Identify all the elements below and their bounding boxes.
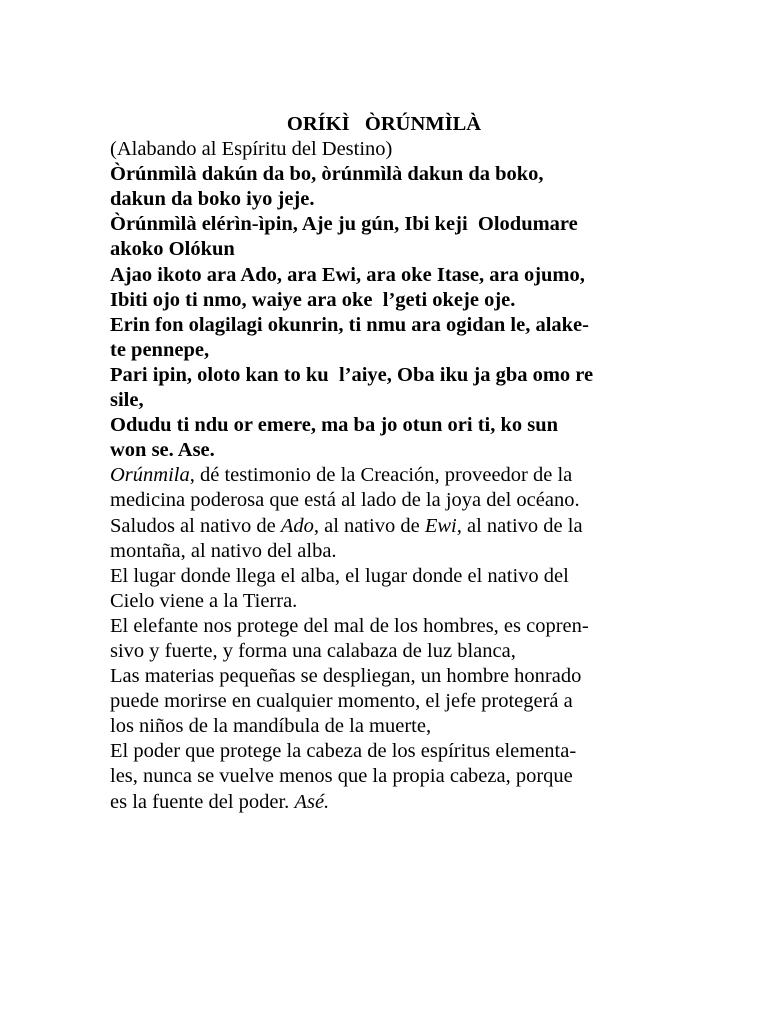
translation-text: Saludos al nativo de — [110, 514, 281, 537]
yoruba-line: Ajao ikoto ara Ado, ara Ewi, ara oke Itase, ara ojumo, — [110, 263, 585, 286]
yoruba-line: won se. Ase. — [110, 439, 215, 462]
yoruba-line: Òrúnmìlà dakún da bo, òrúnmìlà dakun da boko, — [110, 163, 544, 186]
translation-text: es la fuente del poder. — [110, 790, 295, 813]
translation-line — [110, 790, 670, 815]
yoruba-line: akoko Olókun — [110, 238, 235, 261]
yoruba-line: Pari ipin, oloto kan to ku l’aiye, Oba iku ja gba omo re — [110, 363, 594, 386]
translation-line: El elefante nos protege del mal de los hombres, es copren- — [110, 614, 589, 637]
yoruba-prayer — [110, 162, 670, 463]
translation-line: El poder que protege la cabeza de los espíritus elementa- — [110, 740, 577, 763]
translation-text: , al nativo de — [313, 514, 425, 537]
spanish-translation — [110, 463, 670, 814]
translation-text: , dé testimonio de la Creación, proveedor de la — [189, 464, 573, 487]
translation-line: sivo y fuerte, y forma una calabaza de luz blanca, — [110, 639, 516, 662]
translation-line: les, nunca se vuelve menos que la propia cabeza, porque — [110, 765, 573, 788]
translation-line: Las materias pequeñas se despliegan, un hombre honrado — [110, 665, 582, 688]
translation-line: Cielo viene a la Tierra. — [110, 589, 298, 612]
translation-line: montaña, al nativo del alba. — [110, 539, 337, 562]
translation-line: El lugar donde llega el alba, el lugar donde el nativo del — [110, 564, 569, 587]
translation-line: puede morirse en cualquier momento, el jefe protegerá a — [110, 690, 573, 713]
translation-line: medicina poderosa que está al lado de la joya del océano. — [110, 489, 580, 512]
yoruba-line: sile, — [110, 389, 144, 412]
yoruba-line: dakun da boko iyo jeje. — [110, 188, 315, 211]
ewi-italic: Ewi, — [424, 514, 462, 537]
yoruba-line: te pennepe, — [110, 338, 210, 361]
orunmila-italic: Orúnmila — [110, 464, 190, 487]
yoruba-line: Òrúnmìlà elérìn-ìpin, Aje ju gún, Ibi keji Olodumare — [110, 213, 578, 236]
ase-italic: Asé. — [294, 790, 330, 813]
translation-line — [110, 514, 670, 539]
document-page — [110, 112, 670, 815]
translation-line: los niños de la mandíbula de la muerte, — [110, 715, 432, 738]
translation-line — [110, 463, 670, 488]
yoruba-line: Erin fon olagilagi okunrin, ti nmu ara ogidan le, alake- — [110, 313, 589, 336]
document-title: ORÍKÌ ÒRÚNMÌLÀ — [286, 113, 482, 135]
yoruba-line: Ibiti ojo ti nmo, waiye ara oke l’geti okeje oje. — [110, 288, 516, 311]
ado-italic: Ado — [280, 514, 314, 537]
document-subtitle: (Alabando al Espíritu del Destino) — [110, 138, 393, 161]
yoruba-line: Odudu ti ndu or emere, ma ba jo otun ori ti, ko sun — [110, 414, 559, 437]
translation-text: al nativo de la — [461, 514, 583, 537]
